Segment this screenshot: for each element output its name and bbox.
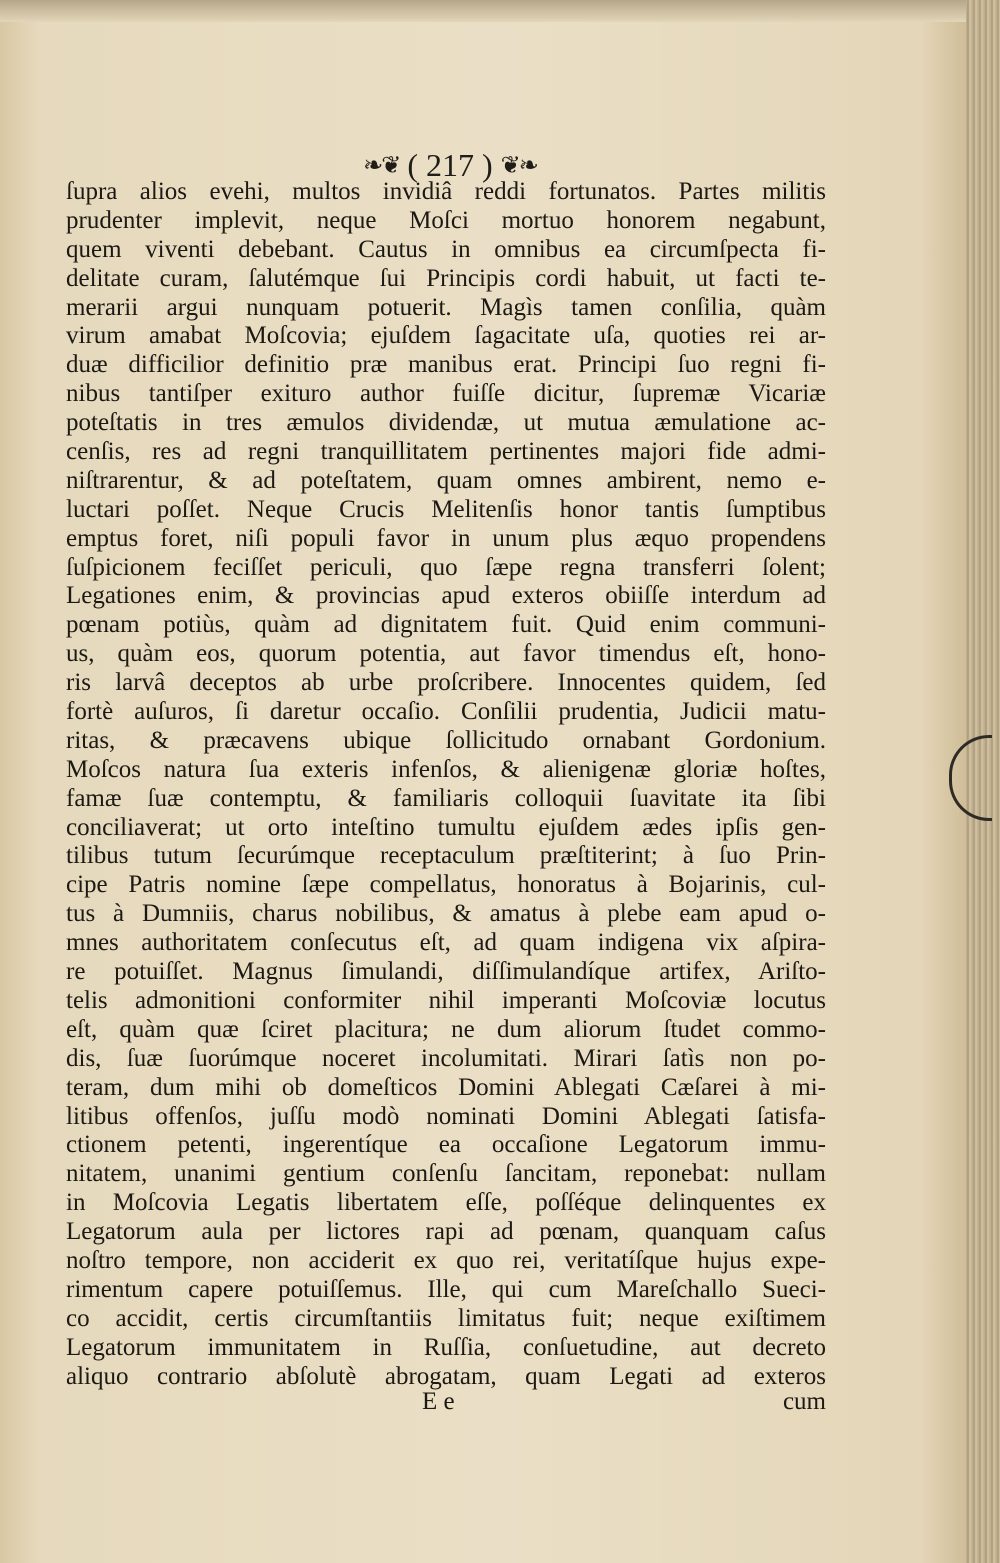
catchword: cum: [782, 1388, 826, 1415]
text-line: cipe Patris nomine ſæpe compellatus, honoratus à Bojarinis, cul-: [66, 871, 826, 899]
body-text: [66, 178, 826, 1391]
text-line: telis admonitioni conformiter nihil imperanti Moſcoviæ locutus: [66, 986, 826, 1014]
text-line: in Moſcovia Legatis libertatem eſſe, poſſéque delinquentes ex: [66, 1189, 826, 1217]
text-line: merarii argui nunquam potuerit. Magìs tamen conſilia, quàm: [66, 293, 826, 321]
text-line: Legatorum aula per lictores rapi ad pœnam, quanquam caſus: [66, 1218, 826, 1246]
text-line: ritas, & præcavens ubique ſollicitudo ornabant Gordonium.: [66, 726, 826, 754]
text-line: quem viventi debebant. Cautus in omnibus ea circumſpecta fi-: [66, 235, 826, 263]
right-ornament-icon: ❦❧: [500, 152, 537, 179]
text-line: pœnam potiùs, quàm ad dignitatem fuit. Quid enim communi-: [66, 611, 826, 639]
text-line: emptus foret, niſi populi favor in unum plus æquo propendens: [66, 524, 826, 552]
text-line: niſtrarentur, & ad poteſtatem, quam omnes ambirent, nemo e-: [66, 466, 826, 494]
text-line: re potuiſſet. Magnus ſimulandi, diſſimulandíque artifex, Ariſto-: [66, 958, 826, 986]
text-line: ris larvâ deceptos ab urbe proſcribere. Innocentes quidem, ſed: [66, 669, 826, 697]
text-line: Legatorum immunitatem in Ruſſia, conſuetudine, aut decreto: [66, 1333, 826, 1361]
text-line: noſtro tempore, non acciderit ex quo rei, veritatíſque hujus expe-: [66, 1246, 826, 1274]
text-line: nitatem, unanimi gentium conſenſu ſancitam, reponebat: nullam: [66, 1160, 826, 1188]
text-line: Moſcos natura ſua exteris infenſos, & alienigenæ gloriæ hoſtes,: [66, 755, 826, 783]
text-line: nibus tantiſper exituro author fuiſſe dicitur, ſupremæ Vicariæ: [66, 380, 826, 408]
text-line: virum amabat Moſcovia; ejuſdem ſagacitate uſa, quoties rei ar-: [66, 322, 826, 350]
book-clasp: [949, 735, 992, 821]
text-line: poteſtatis in tres æmulos dividendæ, ut mutua æmulatione ac-: [66, 409, 826, 437]
text-line: ſupra alios evehi, multos invidiâ reddi fortunatos. Partes militis: [66, 178, 826, 205]
text-line: delitate curam, ſalutémque ſui Principis cordi habuit, ut facti te-: [66, 264, 826, 292]
text-line: ſuſpicionem feciſſet periculi, quo ſæpe regna transferri ſolent;: [66, 553, 826, 581]
text-line: rimentum capere potuiſſemus. Ille, qui cum Mareſchallo Sueci-: [66, 1275, 826, 1303]
text-line: aliquo contrario abſolutè abrogatam, quam Legati ad exteros: [66, 1362, 826, 1390]
text-line: conciliaverat; ut orto inteſtino tumultu ejuſdem ædes ipſis gen-: [66, 813, 826, 841]
text-line: tus à Dumniis, charus nobilibus, & amatus à plebe eam apud o-: [66, 900, 826, 928]
text-line: mnes authoritatem conſecutus eſt, ad quam indigena vix aſpira-: [66, 929, 826, 957]
signature-mark: E e: [422, 1388, 455, 1415]
text-line: luctari poſſet. Neque Crucis Melitenſis honor tantis ſumptibus: [66, 495, 826, 523]
text-line: litibus offenſos, juſſu modò nominati Domini Ablegati ſatisfa-: [66, 1102, 826, 1130]
text-line: fortè auſuros, ſi daretur occaſio. Conſilii prudentia, Judicii matu-: [66, 698, 826, 726]
text-line: Legationes enim, & provincias apud exteros obiiſſe interdum ad: [66, 582, 826, 610]
text-line: co accidit, certis circumſtantiis limitatus fuit; neque exiſtimem: [66, 1304, 826, 1332]
text-line: ctionem petenti, ingerentíque ea occaſione Legatorum immu-: [66, 1131, 826, 1159]
page-footer: [66, 1388, 826, 1422]
page-top-edge: [0, 0, 1000, 22]
text-line: tilibus tutum ſecurúmque receptaculum præſtiterint; à ſuo Prin-: [66, 842, 826, 870]
left-ornament-icon: ❧❦: [363, 152, 400, 179]
text-line: duæ difficilior definitio præ manibus erat. Principi ſuo regni fi-: [66, 351, 826, 379]
text-line: dis, ſuæ ſuorúmque noceret incolumitati. Mirari ſatìs non po-: [66, 1044, 826, 1072]
text-line: cenſis, res ad regni tranquillitatem pertinentes majori fide admi-: [66, 438, 826, 466]
text-line: teram, dum mihi ob domeſticos Domini Ablegati Cæſarei à mi-: [66, 1073, 826, 1101]
text-line: famæ ſuæ contemptu, & familiaris colloquii ſuavitate ita ſibi: [66, 784, 826, 812]
page-number: ( 217 ): [407, 146, 493, 183]
text-line: eſt, quàm quæ ſciret placitura; ne dum aliorum ſtudet commo-: [66, 1015, 826, 1043]
text-line: us, quàm eos, quorum potentia, aut favor timendus eſt, hono-: [66, 640, 826, 668]
text-line: prudenter implevit, neque Moſci mortuo honorem negabunt,: [66, 206, 826, 234]
